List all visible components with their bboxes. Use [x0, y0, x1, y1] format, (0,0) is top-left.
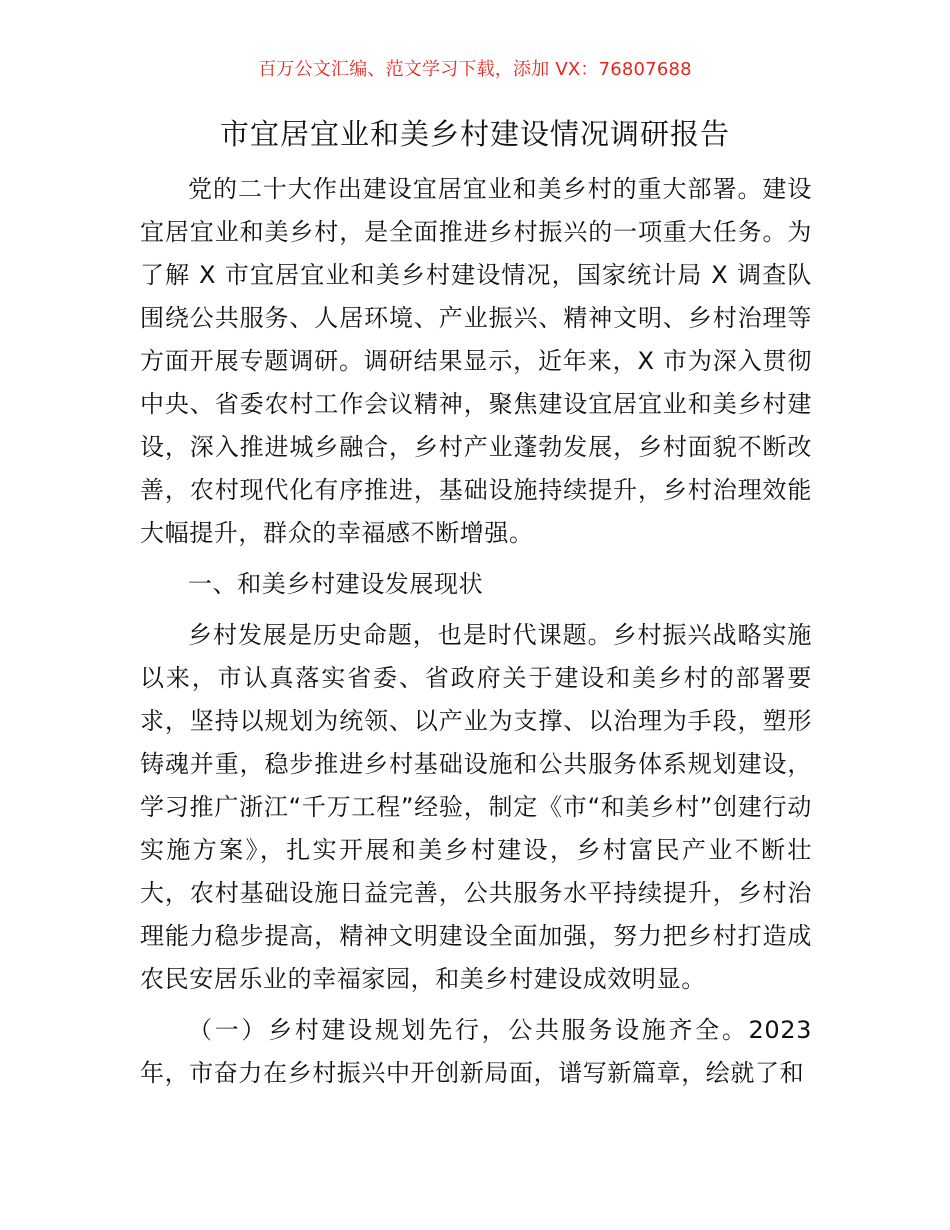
document-title: 市宜居宜业和美乡村建设情况调研报告 — [219, 117, 730, 151]
document-body — [140, 168, 812, 1103]
header-watermark-note: 百万公文汇编、范文学习下载，添加 VX：76807688 — [258, 59, 692, 80]
intro-paragraph: 党的二十大作出建设宜居宜业和美乡村的重大部署。建设宜居宜业和美乡村，是全面推进乡村振兴的一项重大任务。为了解 X 市宜居宜业和美乡村建设情况，国家统计局 X 调查队围绕公共服务、人居环境、产业振兴、精神文明、乡村治理等方面开展专题调研。调研结果显示，近年来，X 市为深入贯彻中央、省委农村工作会议精神，聚焦建设宜居宜业和美乡村建设，深入推进城乡融合，乡村产业蓬勃发展，乡村面貌不断改善，农村现代化有序推进，基础设施持续提升，乡村治理效能大幅提升，群众的幸福感不断增强。 — [140, 175, 812, 547]
subsection-1-paragraph: （一）乡村建设规划先行，公共服务设施齐全。2023 年，市奋力在乡村振兴中开创新局面，谱写新篇章，绘就了和 — [140, 1016, 812, 1087]
section-heading-1: 一、和美乡村建设发展现状 — [188, 570, 484, 598]
section-1-paragraph: 乡村发展是历史命题，也是时代课题。乡村振兴战略实施以来，市认真落实省委、省政府关于建设和美乡村的部署要求，坚持以规划为统领、以产业为支撑、以治理为手段，塑形铸魂并重，稳步推进乡村基础设施和公共服务体系规划建设，学习推广浙江“千万工程”经验，制定《市“和美乡村”创建行动实施方案》，扎实开展和美乡村建设，乡村富民产业不断壮大，农村基础设施日益完善，公共服务水平持续提升，乡村治理能力稳步提高，精神文明建设全面加强，努力把乡村打造成农民安居乐业的幸福家园，和美乡村建设成效明显。 — [140, 621, 812, 993]
